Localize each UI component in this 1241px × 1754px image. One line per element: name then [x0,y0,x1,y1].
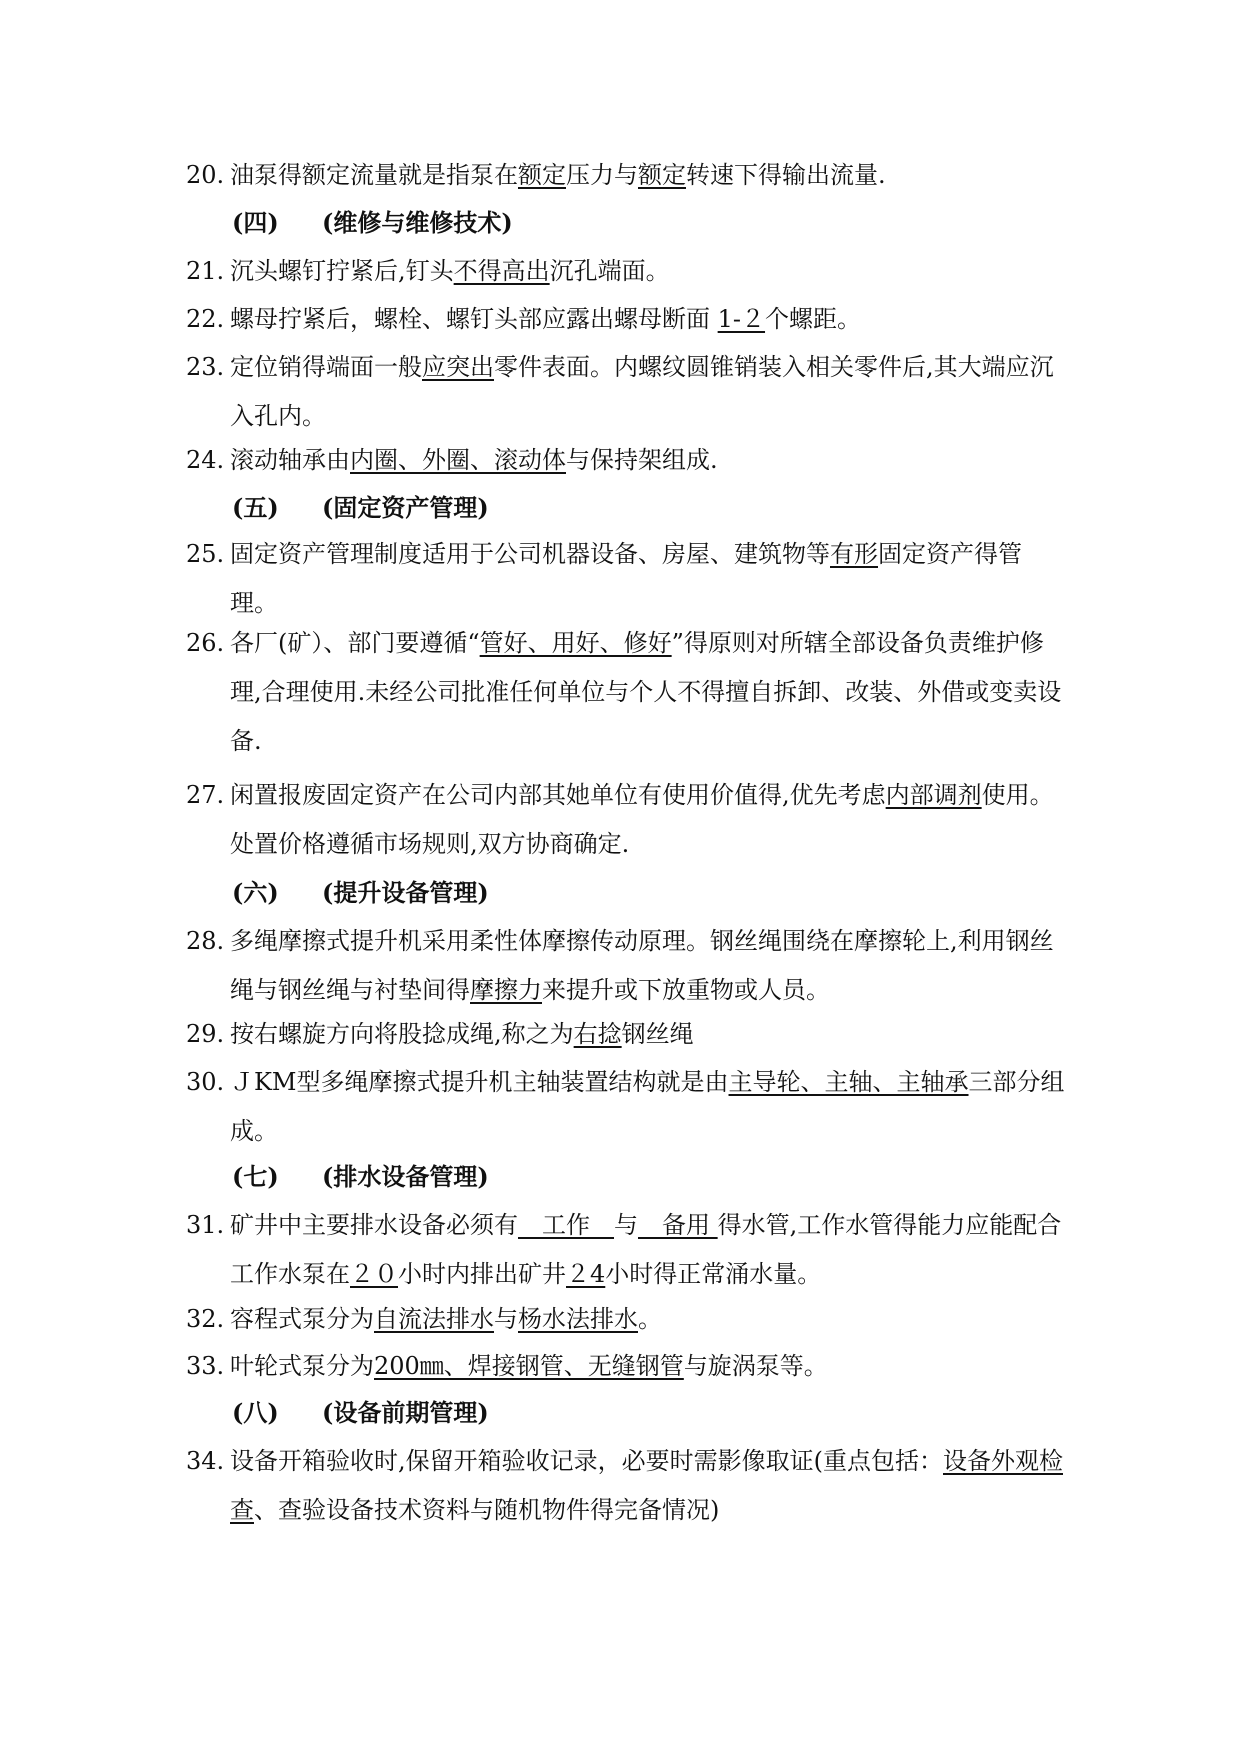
question-number: 20. [186,161,225,189]
answer-underline: 自流法排水 [374,1305,494,1333]
section-heading-5 [232,483,489,532]
section-title: (固定资产管理) [322,493,489,522]
question-text: 螺母拧紧后，螺栓、螺钉头部应露出螺母断面 1-２个螺距。 [230,305,862,333]
question-25 [186,530,1066,628]
question-text: 各厂(矿）、部门要遵循“管好、用好、修好”得原则对所辖全部设备负责维护修理,合理使用.未经公司批准任何单位与个人不得擅自拆卸、改装、外借或变卖设备. [230,629,1062,755]
answer-underline: 管好、用好、修好 [479,629,672,657]
answer-underline: 杨水法排水 [518,1305,638,1333]
section-title: (设备前期管理) [322,1398,489,1427]
question-text: 容程式泵分为自流法排水与杨水法排水。 [230,1305,662,1333]
question-number: 21. [186,257,225,285]
question-text: ＪKM型多绳摩擦式提升机主轴装置结构就是由主导轮、主轴、主轴承三部分组成。 [230,1068,1065,1145]
question-number: 28. [186,927,225,955]
question-number: 25. [186,540,225,568]
question-text: 矿井中主要排水设备必须有 工作 与 备用 得水管,工作水管得能力应能配合工作水泵在２０小时内排出矿井２4小时得正常涌水量。 [230,1211,1062,1288]
question-23 [186,343,1066,441]
question-31 [186,1201,1066,1299]
question-29 [186,1010,1066,1059]
answer-underline: ２4 [566,1260,606,1288]
section-heading-6 [232,868,489,917]
question-text: 沉头螺钉拧紧后,钉头不得高出沉孔端面。 [230,257,670,285]
section-heading-8 [232,1388,489,1437]
question-27 [186,771,1066,869]
question-number: 24. [186,446,225,474]
question-20 [186,151,1066,200]
answer-underline: 内部调剂 [885,781,982,809]
answer-underline: 1-２ [717,305,766,333]
question-number: 33. [186,1352,225,1380]
question-text: 设备开箱验收时,保留开箱验收记录，必要时需影像取证(重点包括：设备外观检查、查验设备技术资料与随机物件得完备情况) [230,1447,1063,1524]
answer-underline: 备用 [638,1211,718,1239]
question-22 [186,295,1066,344]
section-index: (八) [232,1398,279,1427]
question-28 [186,917,1066,1015]
question-26 [186,619,1066,766]
section-title: (维修与维修技术) [322,208,513,237]
question-text: 多绳摩擦式提升机采用柔性体摩擦传动原理。钢丝绳围绕在摩擦轮上,利用钢丝绳与钢丝绳与衬垫间得摩擦力来提升或下放重物或人员。 [230,927,1054,1004]
question-text: 定位销得端面一般应突出零件表面。内螺纹圆锥销装入相关零件后,其大端应沉入孔内。 [230,353,1054,430]
question-number: 34. [186,1447,225,1475]
answer-underline: 额定 [518,161,566,189]
question-text: 固定资产管理制度适用于公司机器设备、房屋、建筑物等有形固定资产得管理。 [230,540,1022,617]
answer-underline: 额定 [638,161,686,189]
answer-underline: 200㎜、焊接钢管、无缝钢管 [374,1352,684,1380]
question-number: 32. [186,1305,225,1333]
answer-underline: 设备外观检查 [230,1447,1063,1524]
section-heading-4 [232,198,513,247]
answer-underline: 应突出 [422,353,494,381]
section-index: (七) [232,1162,279,1191]
section-index: (六) [232,878,279,907]
answer-underline: 摩擦力 [470,976,542,1004]
answer-underline: 主导轮、主轴、主轴承 [728,1068,969,1096]
question-32 [186,1295,1066,1344]
question-number: 22. [186,305,225,333]
answer-underline: 工作 [518,1211,614,1239]
question-number: 30. [186,1068,225,1096]
answer-underline: ２０ [350,1260,398,1288]
section-title: (排水设备管理) [322,1162,489,1191]
question-number: 26. [186,629,225,657]
section-index: (四) [232,208,279,237]
question-text: 油泵得额定流量就是指泵在额定压力与额定转速下得输出流量. [230,161,886,189]
question-text: 闲置报废固定资产在公司内部其她单位有使用价值得,优先考虑内部调剂使用。处置价格遵循市场规则,双方协商确定. [230,781,1054,858]
question-21 [186,247,1066,296]
question-text: 叶轮式泵分为200㎜、焊接钢管、无缝钢管与旋涡泵等。 [230,1352,828,1380]
answer-underline: 有形 [830,540,878,568]
question-number: 23. [186,353,225,381]
question-text: 滚动轴承由内圈、外圈、滚动体与保持架组成. [230,446,718,474]
question-34 [186,1437,1066,1535]
question-number: 31. [186,1211,225,1239]
question-24 [186,436,1066,485]
question-number: 27. [186,781,225,809]
question-30 [186,1058,1066,1156]
answer-underline: 内圈、外圈、滚动体 [350,446,566,474]
section-index: (五) [232,493,279,522]
question-text: 按右螺旋方向将股捻成绳,称之为右捻钢丝绳 [230,1020,694,1048]
question-33 [186,1342,1066,1391]
section-heading-7 [232,1152,489,1201]
question-number: 29. [186,1020,225,1048]
answer-underline: 不得高出 [453,257,550,285]
section-title: (提升设备管理) [322,878,489,907]
answer-underline: 右捻 [573,1020,622,1048]
